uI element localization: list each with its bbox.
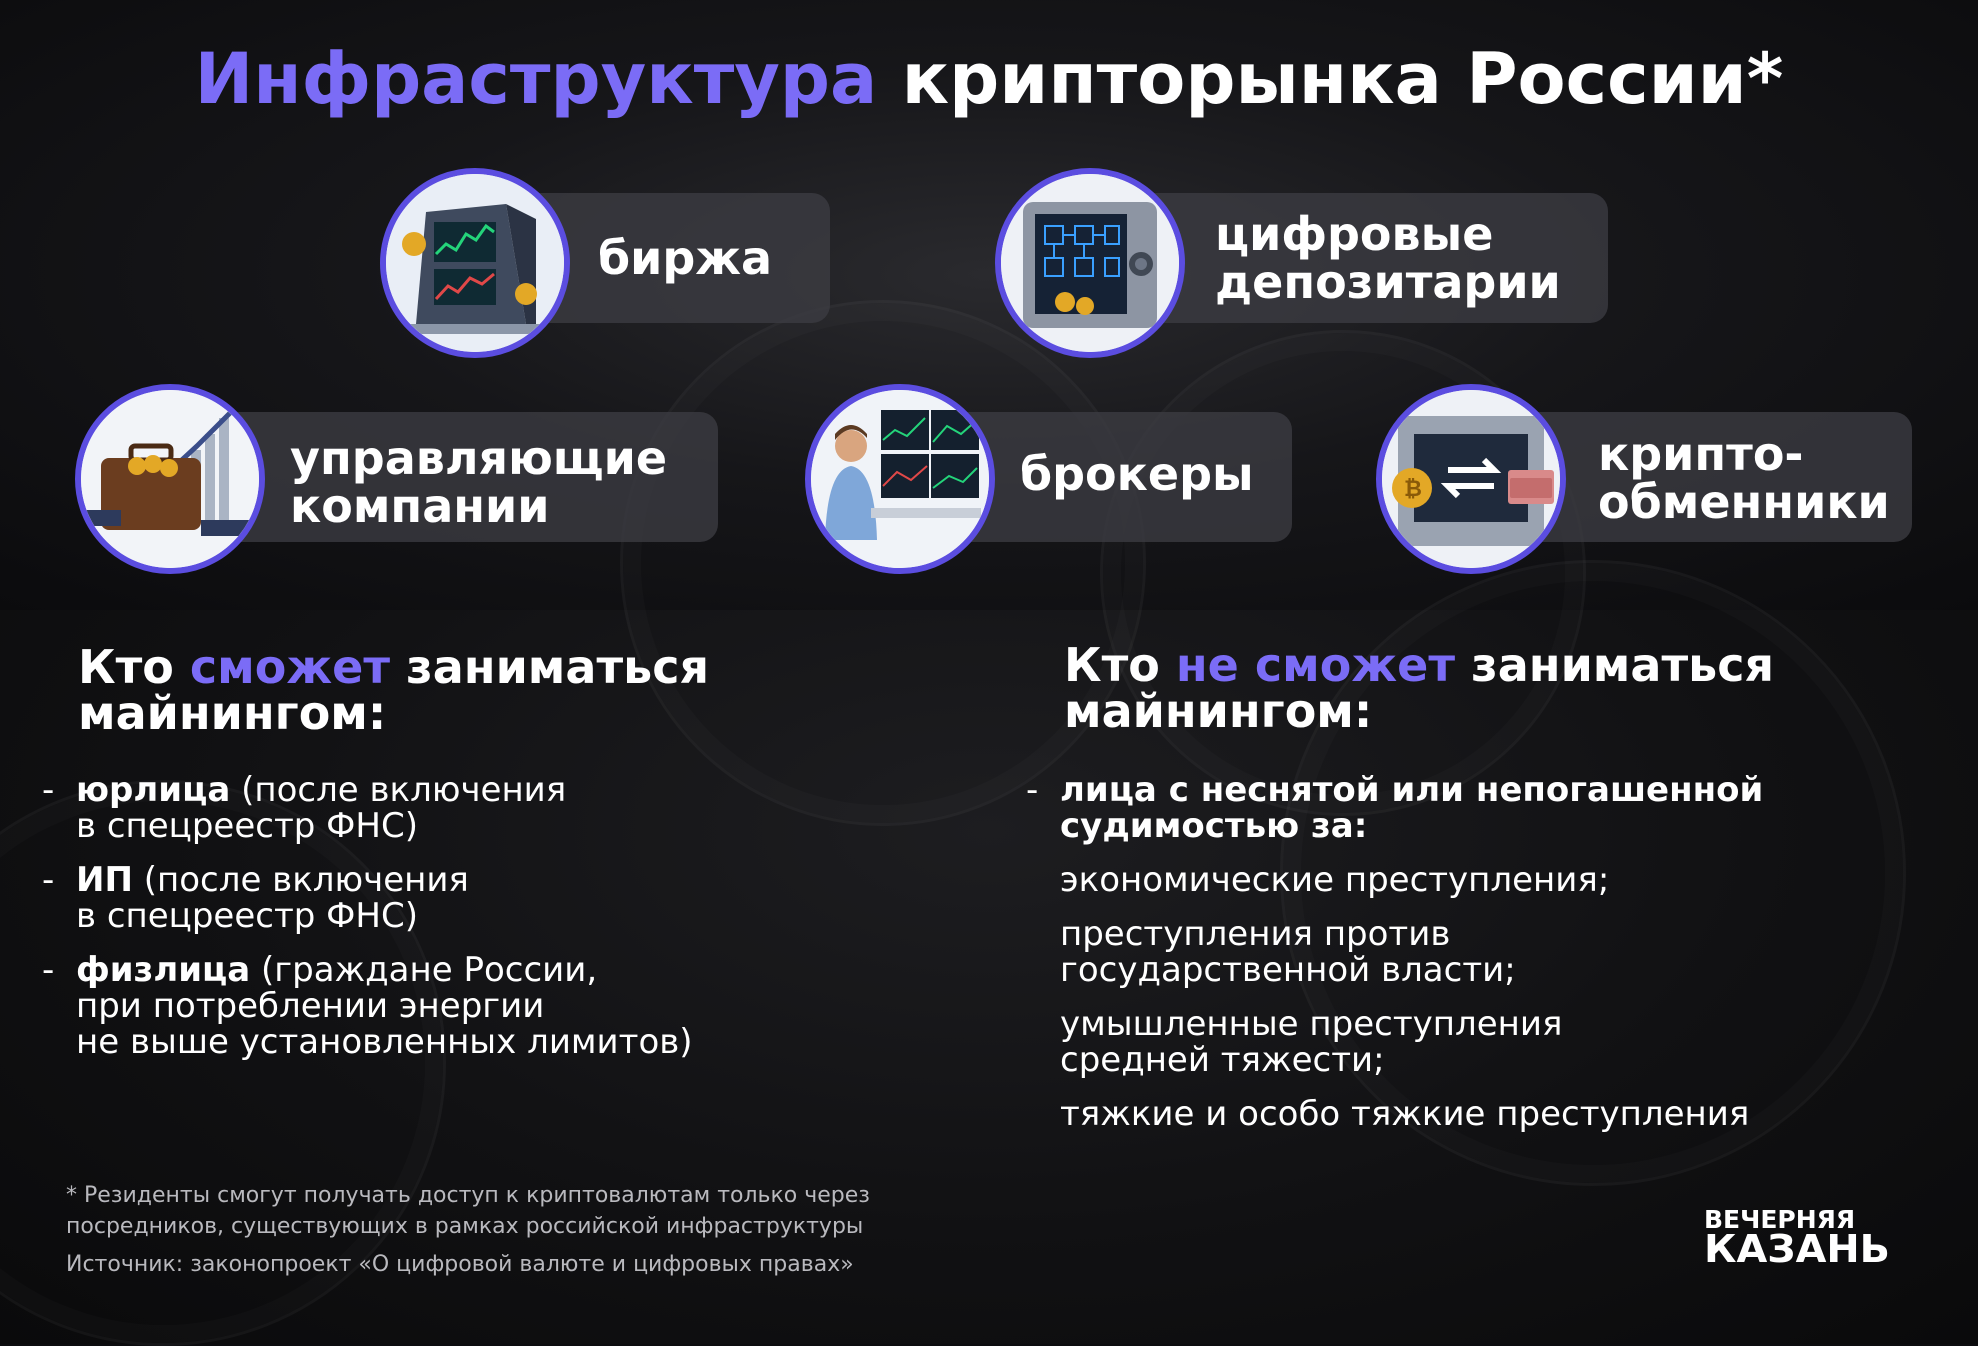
list-subitem: преступления против государственной власти; [1060, 914, 1516, 990]
vechernyaya-kazan-logo [1704, 1200, 1894, 1268]
exchange-machine-icon [1376, 384, 1566, 574]
vault-icon [995, 168, 1185, 358]
list-subitem: умышленные преступления средней тяжести; [1060, 1004, 1563, 1080]
trader-monitors-icon [805, 384, 995, 574]
svg-text:₿: ₿ [1404, 477, 1422, 502]
cannot-mine-list [1026, 772, 1763, 1150]
page-title [0, 38, 1978, 120]
title-accent: Инфраструктура [194, 38, 878, 120]
svg-text:КАЗАНЬ: КАЗАНЬ [1704, 1227, 1890, 1268]
footnote: * Резиденты смогут получать доступ к криптовалютам только через посредников, существующих в рамках российской инфраструктуры [66, 1183, 870, 1239]
list-item: - ИП (после включения в спецреестр ФНС) [42, 860, 469, 936]
card-exchangers-label: крипто- обменники [1598, 427, 1890, 529]
list-subitem: тяжкие и особо тяжкие преступления [1060, 1094, 1750, 1134]
list-item: - физлица (граждане России, при потреблении энергии не выше установленных лимитов) [42, 950, 693, 1062]
card-exchange-label: биржа [598, 231, 773, 285]
can-mine-title: Кто сможет заниматься майнингом: [78, 640, 709, 740]
card-depositaries-label: цифровые депозитарии [1215, 207, 1561, 309]
source-note: Источник: законопроект «О цифровой валюте и цифровых правах» [66, 1252, 854, 1277]
cannot-mine-title: Кто не сможет заниматься майнингом: [1064, 638, 1774, 738]
svg-text:ВЕЧЕРНЯЯ: ВЕЧЕРНЯЯ [1704, 1205, 1856, 1234]
exchange-building-icon [380, 168, 570, 358]
card-brokers-label: брокеры [1020, 447, 1254, 501]
list-item: - лица с неснятой или непогашенной судимостью за: [1026, 770, 1764, 846]
briefcase-icon [75, 384, 265, 574]
list-subitem: экономические преступления; [1060, 860, 1610, 900]
card-managers-label: управляющие компании [290, 431, 668, 533]
title-rest: крипторынка России* [901, 38, 1784, 120]
can-mine-list [42, 772, 693, 1078]
list-item: - юрлица (после включения в спецреестр ФНС) [42, 770, 567, 846]
